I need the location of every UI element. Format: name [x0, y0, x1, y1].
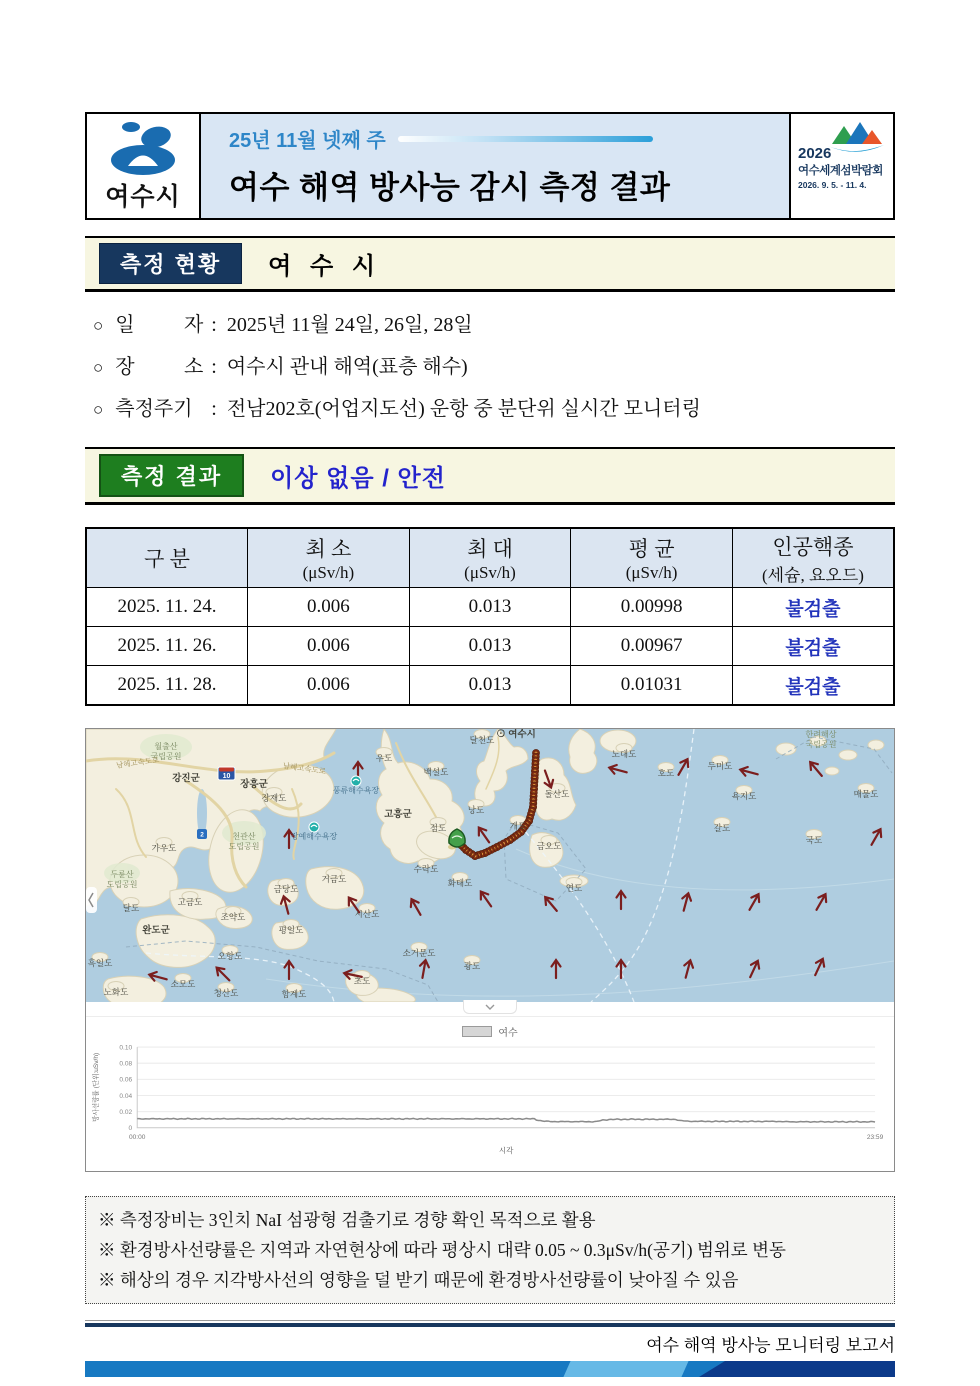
map-label: 금오도	[536, 841, 562, 851]
timeseries-plot	[86, 1039, 894, 1166]
route-shield-icon	[197, 829, 207, 839]
table-row	[86, 588, 894, 627]
cell-value: 0.006	[248, 588, 410, 627]
map-collapse-button[interactable]	[463, 1000, 517, 1014]
x-axis-title: 시각	[498, 1145, 514, 1155]
legend-series-name: 여수	[498, 1027, 518, 1039]
cell-value: 0.013	[409, 588, 571, 627]
cell-value: 0.013	[409, 627, 571, 666]
chevron-down-icon	[484, 1003, 496, 1011]
axes	[137, 1047, 875, 1128]
map-label: 매물도	[853, 789, 879, 799]
map-label: 강진군	[172, 773, 200, 784]
city-logo-text: 여수시	[105, 183, 181, 211]
col-header-min: 최 소 (μSv/h)	[248, 528, 410, 588]
cell-nuclide: 불검출	[732, 627, 894, 666]
status-section-tag: 측정 현황	[99, 243, 242, 284]
map-pan-left-button[interactable]	[86, 887, 97, 913]
map-label: 국립공원	[150, 752, 182, 761]
cell-value: 0.006	[248, 627, 410, 666]
map-label: 고흥군	[384, 809, 412, 820]
map-label: 노화도	[103, 987, 129, 997]
cell-date: 2025. 11. 24.	[86, 588, 248, 627]
status-section-bar	[85, 236, 895, 292]
circle-bullet-icon: ○	[93, 358, 104, 377]
bullet-label: 측정주기	[115, 398, 193, 420]
map-label: 거금도	[321, 874, 347, 884]
bullet-value: 여수시 관내 해역(표층 해수)	[226, 356, 468, 378]
map-label: 소모도	[170, 979, 196, 989]
radiation-chart	[86, 1016, 894, 1171]
circle-bullet-icon: ○	[93, 316, 104, 335]
cell-date: 2025. 11. 28.	[86, 666, 248, 706]
col-header-avg: 평 균 (μSv/h)	[571, 528, 733, 588]
map-label: 조약도	[220, 912, 246, 922]
report-header	[85, 112, 895, 220]
yeosu-city-logo	[87, 114, 201, 218]
expressway-shield-icon	[218, 767, 235, 780]
map-label: 고금도	[177, 897, 203, 907]
cell-value: 0.01031	[571, 666, 733, 706]
map-label: 돌산도	[544, 789, 570, 799]
cell-value: 0.00998	[571, 588, 733, 627]
decorative-gradient-bar	[398, 136, 653, 142]
map-label: 달천도	[469, 735, 495, 745]
map-label: 두륜산	[110, 870, 134, 879]
svg-text:10: 10	[222, 773, 231, 780]
map-label: 우도	[375, 753, 393, 763]
result-section-tag: 측정 결과	[99, 454, 244, 497]
map-collapse-strip	[86, 1002, 894, 1016]
circle-bullet-icon: ○	[93, 400, 104, 419]
bullet-value: 2025년 11월 24일, 26일, 28일	[226, 314, 473, 336]
cell-nuclide: 불검출	[732, 588, 894, 627]
chart-legend	[86, 1023, 894, 1039]
map-label: 가우도	[151, 843, 177, 853]
map-label: 장재도	[261, 793, 287, 803]
map-chart-panel	[85, 728, 895, 1172]
map-label: 도립공원	[106, 880, 138, 889]
status-section-title: 여 수 시	[268, 253, 382, 280]
yeosu-city-logo-icon	[104, 119, 182, 175]
map-label: 한려해상	[805, 730, 837, 739]
y-tick-label: 0.10	[119, 1044, 133, 1052]
map-label: 청산도	[213, 988, 239, 998]
col-header-max: 최 대 (μSv/h)	[409, 528, 571, 588]
map-label: 소거문도	[402, 948, 436, 958]
cell-nuclide: 불검출	[732, 666, 894, 706]
table-row	[86, 627, 894, 666]
map-label: ⊙ 여수시	[496, 729, 536, 740]
status-bullet-list	[93, 308, 895, 421]
col-header-category: 구 분	[86, 528, 248, 588]
map-label: 백설도	[423, 767, 449, 777]
table-header-row	[86, 528, 894, 588]
cell-value: 0.006	[248, 666, 410, 706]
expo-year: 2026	[798, 145, 832, 162]
bullet-value: 전남202호(어업지도선) 운항 중 분단위 실시간 모니터링	[226, 398, 701, 420]
map-label: 광도	[463, 961, 481, 971]
beach-icon	[309, 822, 319, 832]
map-label: 갈도	[713, 823, 731, 833]
map-label: 금당도	[273, 884, 299, 894]
map-label: 장흥군	[240, 779, 268, 790]
map-label: 노대도	[611, 749, 637, 759]
map-label: 달도	[122, 903, 140, 913]
footnote-line: ※ 환경방사선량률은 지역과 자연현상에 따라 평상시 대략 0.05 ~ 0.3μSv/h(공기) 범위로 변동	[98, 1240, 786, 1260]
map-label: 평일도	[278, 925, 304, 935]
week-label: 25년 11월 넷째 주	[229, 130, 386, 152]
status-bullet-item: ○ 장 소 : 여수시 관내 해역(표층 해수)	[93, 350, 895, 379]
page-title: 여수 해역 방사능 감시 측정 결과	[229, 170, 671, 205]
status-bullet-item: ○ 일 자 : 2025년 11월 24일, 26일, 28일	[93, 308, 895, 337]
map-label: 월출산	[154, 742, 178, 751]
y-tick-label: 0.08	[119, 1060, 133, 1068]
svg-text:2: 2	[200, 831, 204, 839]
cell-value: 0.00967	[571, 627, 733, 666]
map-label: 천관산	[232, 832, 256, 841]
map-label: 풍류해수욕장	[332, 786, 380, 795]
map-label: 오항도	[217, 951, 243, 961]
map-label: 화태도	[447, 878, 473, 888]
col-header-nuclide: 인공핵종 (세슘, 요오드)	[732, 528, 894, 588]
map-label: 흑일도	[87, 958, 113, 968]
footer-stripe	[85, 1361, 895, 1377]
map-label: 낭도	[467, 805, 485, 815]
footer-divider	[85, 1320, 895, 1327]
map-label: 점도	[429, 823, 447, 833]
status-bullet-item: ○ 측정주기 : 전남202호(어업지도선) 운항 중 분단위 실시간 모니터링	[93, 392, 895, 421]
map-label: 남해고속도로	[115, 755, 160, 771]
map-label: 연도	[565, 883, 583, 893]
report-footer-title: 여수 해역 방사능 모니터링 보고서	[646, 1336, 895, 1355]
map-label: 시산도	[354, 909, 380, 919]
result-section-value: 이상 없음 / 안전	[270, 465, 446, 492]
x-tick-label: 00:00	[129, 1133, 146, 1141]
title-area	[201, 114, 789, 218]
map-label: 욕지도	[731, 791, 757, 801]
y-tick-label: 0.06	[119, 1076, 133, 1084]
x-tick-label: 23:59	[866, 1133, 884, 1141]
series-line	[137, 1118, 875, 1122]
cell-value: 0.013	[409, 666, 571, 706]
result-section-bar	[85, 447, 895, 505]
map-label: 국립공원	[805, 740, 837, 749]
map-canvas[interactable]	[86, 729, 894, 1002]
footnote-line: ※ 측정장비는 3인치 NaI 섬광형 검출기로 경향 확인 목적으로 활용	[98, 1210, 596, 1230]
map-label: 도립공원	[228, 842, 260, 851]
expo-name: 여수세계섬박람회	[798, 165, 883, 177]
bullet-label: 일 자	[115, 314, 204, 336]
expo-logo	[789, 114, 893, 218]
result-table	[85, 527, 895, 706]
y-tick-label: 0.02	[119, 1108, 133, 1116]
bullet-label: 장 소	[115, 356, 204, 378]
legend-swatch	[462, 1026, 492, 1037]
map-label: 국도	[805, 835, 823, 845]
y-tick-label: 0.04	[119, 1092, 133, 1100]
map-label: 남해고속도로	[282, 761, 327, 777]
y-axis-title: 방사선량률 (단위:uSv/h)	[92, 1052, 100, 1122]
beach-icon	[351, 776, 361, 786]
map-label: 함계도	[281, 989, 307, 999]
map-label: 두미도	[707, 761, 733, 771]
cell-date: 2025. 11. 26.	[86, 627, 248, 666]
map-label: 초도	[353, 976, 371, 986]
footnote-line: ※ 해상의 경우 지각방사선의 영향을 덜 받기 때문에 환경방사선량률이 낮아질 수 있음	[98, 1270, 739, 1290]
map-label: 완도군	[142, 925, 170, 936]
map-label: 개도	[509, 821, 527, 831]
expo-dates: 2026. 9. 5. - 11. 4.	[798, 180, 867, 190]
map-label: 장예해수욕장	[290, 832, 338, 841]
footnotes-box	[85, 1196, 895, 1304]
route-map[interactable]	[86, 729, 894, 1002]
map-label: 수락도	[413, 864, 439, 874]
y-tick-label: 0	[128, 1125, 133, 1133]
map-label: 호도	[657, 768, 675, 778]
table-row	[86, 666, 894, 706]
